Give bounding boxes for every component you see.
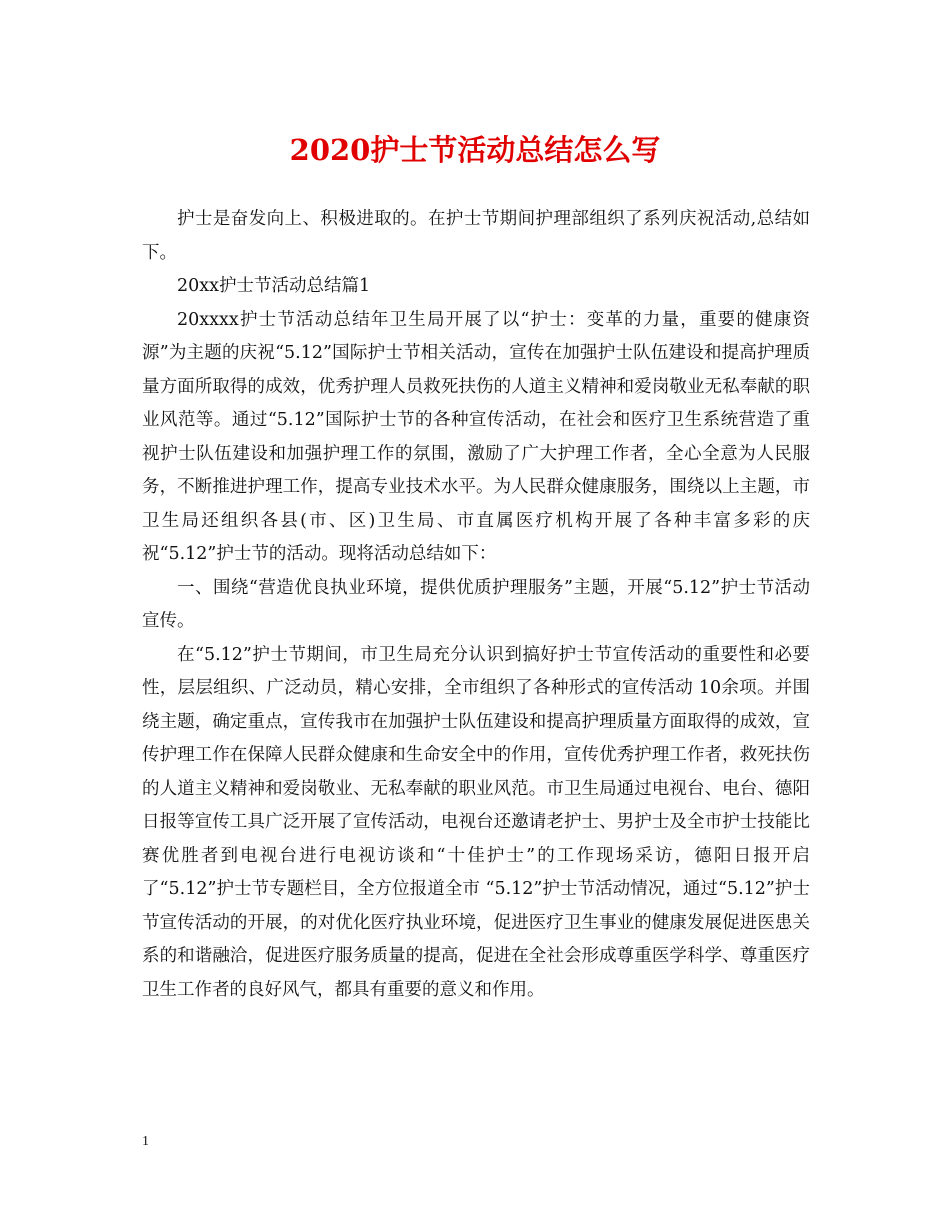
document-body: [142, 203, 810, 1007]
paragraph-section-one-body: 在“5.12”护士节期间，市卫生局充分认识到搞好护士节宣传活动的重要性和必要性，层层组织、广泛动员，精心安排，全市组织了各种形式的宣传活动 10余项。并围绕主题，确定重点，宣传我市在加强护士队伍建设和提高护理质量方面取得的成效，宣传护理工作在保障人民群众健康和生命安全中的作用，宣传优秀护理工作者，救死扶伤的人道主义精神和爱岗敬业、无私奉献的职业风范。市卫生局通过电视台、电台、德阳日报等宣传工具广泛开展了宣传活动，电视台还邀请老护士、男护士及全市护士技能比赛优胜者到电视台进行电视访谈和“十佳护士”的工作现场采访，德阳日报开启了“5.12”护士节专题栏目，全方位报道全市 “5.12”护士节活动情况，通过“5.12”护士节宣传活动的开展，的对优化医疗执业环境，促进医疗卫生事业的健康发展促进医患关系的和谐融洽，促进医疗服务质量的提高，促进在全社会形成尊重医学科学、尊重医疗卫生工作者的良好风气，都具有重要的意义和作用。: [142, 644, 810, 1000]
page-number: 1: [142, 1134, 149, 1149]
section-heading: 20xx护士节活动总结篇1: [177, 276, 371, 296]
paragraph-section-one-heading: 一、围绕“营造优良执业环境，提供优质护理服务”主题，开展“5.12”护士节活动宣传。: [142, 577, 810, 631]
document-title: 2020护士节活动总结怎么写: [289, 133, 661, 167]
paragraph-overview: 20xxxx护士节活动总结年卫生局开展了以“护士：变革的力量，重要的健康资源”为主题的庆祝“5.12”国际护士节相关活动，宣传在加强护士队伍建设和提高护理质量方面所取得的成效，优秀护理人员救死扶伤的人道主义精神和爱岗敬业无私奉献的职业风范等。通过“5.12”国际护士节的各种宣传活动，在社会和医疗卫生系统营造了重视护士队伍建设和加强护理工作的氛围，激励了广大护理工作者，全心全意为人民服务，不断推进护理工作，提高专业技术水平。为人民群众健康服务，围绕以上主题，市卫生局还组织各县(市、区)卫生局、市直属医疗机构开展了各种丰富多彩的庆祝“5.12”护士节的活动。现将活动总结如下：: [142, 309, 810, 564]
paragraph-intro: 护士是奋发向上、积极进取的。在护士节期间护理部组织了系列庆祝活动,总结如下。: [142, 209, 810, 263]
